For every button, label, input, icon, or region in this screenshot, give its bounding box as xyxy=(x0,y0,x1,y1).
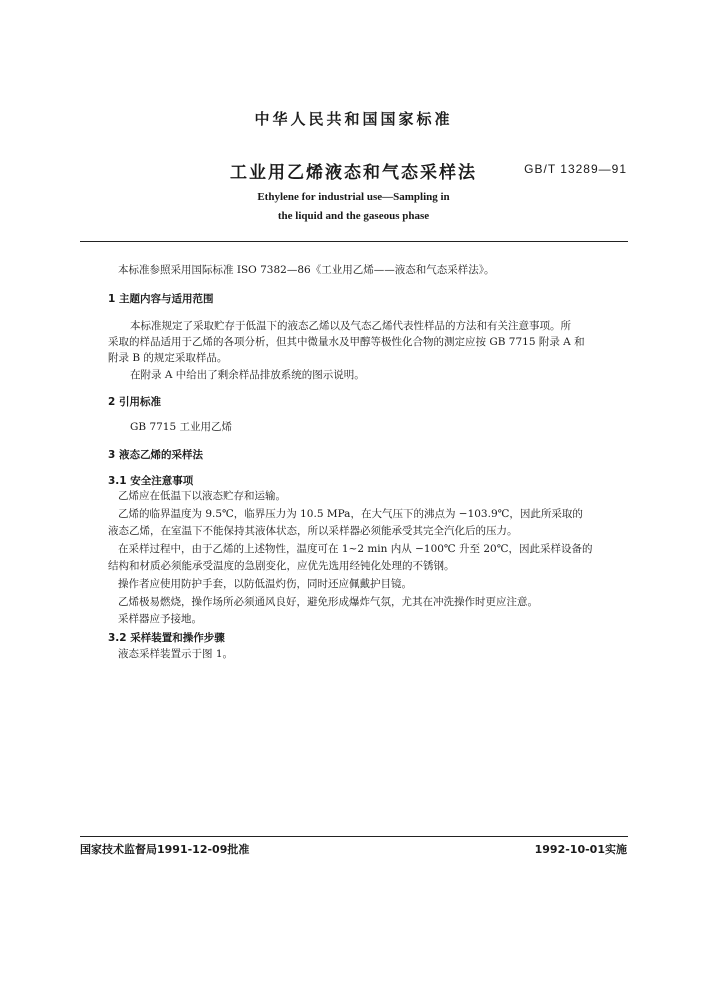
section-1-para1-line3: 附录 B 的规定采取样品。 xyxy=(108,352,228,364)
section-3-1-line8: 采样器应予接地。 xyxy=(118,613,202,625)
intro-paragraph: 本标准参照采用国际标准 ISO 7382—86《工业用乙烯——液态和气态采样法》。 xyxy=(118,264,495,276)
section-3-1-line1: 乙烯应在低温下以液态贮存和运输。 xyxy=(118,490,286,502)
section-3-1-line6: 操作者应使用防护手套，以防低温灼伤，同时还应佩戴护目镜。 xyxy=(118,578,412,590)
section-3-1-line4: 在采样过程中，由于乙烯的上述物性，温度可在 1~2 min 内从 −100℃ 升至 20℃，因此采样设备的 xyxy=(118,543,593,555)
section-3-1-heading: 3.1 安全注意事项 xyxy=(108,475,194,487)
document-title-english-line1: Ethylene for industrial use—Sampling in xyxy=(257,191,450,203)
section-3-1-line5: 结构和材质必须能承受温度的急剧变化，应优先选用经钝化处理的不锈钢。 xyxy=(108,560,455,572)
section-3-1-line2: 乙烯的临界温度为 9.5℃，临界压力为 10.5 MPa，在大气压下的沸点为 −103.9℃，因此所采取的 xyxy=(118,508,583,520)
section-3-2-heading: 3.2 采样装置和操作步骤 xyxy=(108,632,225,644)
section-3-2-line1: 液态采样装置示于图 1。 xyxy=(118,648,234,660)
standard-code: GB/T 13289—91 xyxy=(524,162,627,176)
approval-date: 国家技术监督局1991-12-09批准 xyxy=(80,843,250,856)
section-1-para2: 在附录 A 中给出了剩余样品排放系统的图示说明。 xyxy=(130,369,365,381)
issuing-authority: 中华人民共和国国家标准 xyxy=(254,110,453,128)
effective-date: 1992-10-01实施 xyxy=(534,843,627,856)
section-2-heading: 2 引用标准 xyxy=(108,396,161,408)
section-1-heading: 1 主题内容与适用范围 xyxy=(108,293,214,305)
section-1-para1-line1: 本标准规定了采取贮存于低温下的液态乙烯以及气态乙烯代表性样品的方法和有关注意事项。所 xyxy=(130,320,571,332)
section-2-reference: GB 7715 工业用乙烯 xyxy=(130,421,233,433)
footer-divider xyxy=(80,836,628,837)
section-3-1-line3: 液态乙烯，在室温下不能保持其液体状态，所以采样器必须能承受其完全汽化后的压力。 xyxy=(108,525,518,537)
header-divider xyxy=(80,241,628,242)
section-3-1-line7: 乙烯极易燃烧，操作场所必须通风良好，避免形成爆炸气氛，尤其在冲洗操作时更应注意。 xyxy=(118,596,538,608)
section-3-heading: 3 液态乙烯的采样法 xyxy=(108,449,203,461)
document-title-chinese: 工业用乙烯液态和气态采样法 xyxy=(230,163,477,183)
document-title-english-line2: the liquid and the gaseous phase xyxy=(277,210,430,222)
section-1-para1-line2: 采取的样品适用于乙烯的各项分析，但其中微量水及甲醇等极性化合物的测定应按 GB 7715 附录 A 和 xyxy=(108,336,585,348)
